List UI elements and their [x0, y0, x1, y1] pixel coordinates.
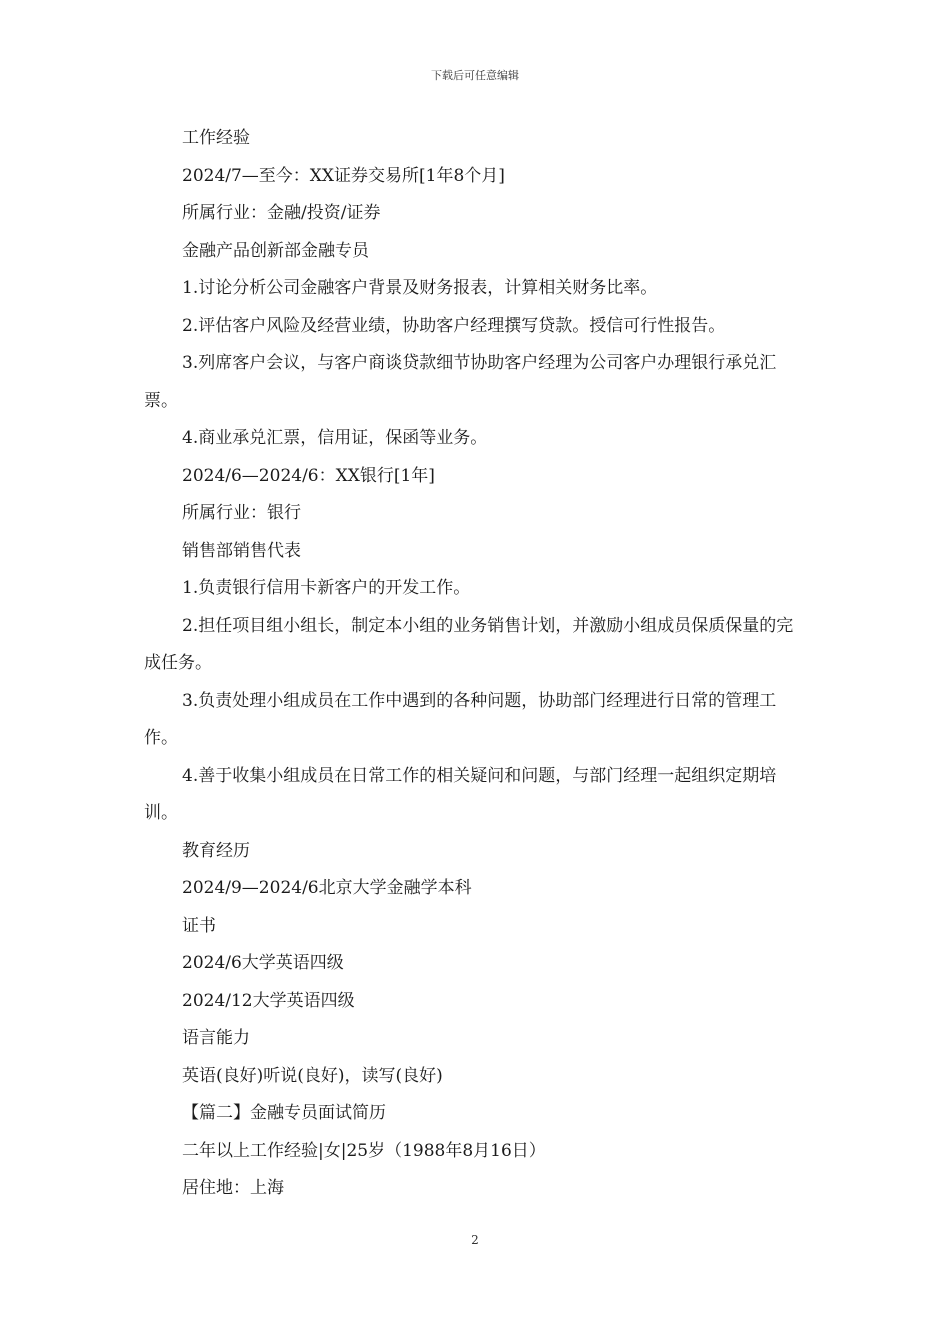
- job-duty-1-4: 4.商业承兑汇票，信用证，保函等业务。: [182, 428, 488, 448]
- section-heading-language: 语言能力: [182, 1028, 250, 1048]
- job-title-1: 金融产品创新部金融专员: [182, 240, 369, 261]
- language-entry: 英语(良好)听说(良好)，读写(良好): [182, 1065, 443, 1086]
- certificate-entry-1: 2024/6大学英语四级: [182, 953, 344, 973]
- job-duty-1-3: 3.列席客户会议，与客户商谈贷款细节协助客户经理为公司客户办理银行承兑汇票。: [144, 353, 777, 411]
- job-duty-2-1: 1.负责银行信用卡新客户的开发工作。: [182, 578, 471, 598]
- section-heading-certificates: 证书: [182, 915, 216, 936]
- page-number: 2: [471, 1233, 479, 1247]
- page-header-note: 下载后可任意编辑: [431, 69, 519, 82]
- section-heading-work-experience: 工作经验: [182, 128, 250, 148]
- job-title-2: 销售部销售代表: [182, 540, 301, 561]
- job-duty-2-2: 2.担任项目组小组长，制定本小组的业务销售计划，并激励小组成员保质保量的完成任务。: [144, 615, 794, 673]
- certificate-entry-2: 2024/12大学英语四级: [182, 990, 355, 1011]
- job-duty-2-4: 4.善于收集小组成员在日常工作的相关疑问和问题，与部门经理一起组织定期培训。: [144, 765, 777, 823]
- education-entry: 2024/9—2024/6北京大学金融学本科: [182, 878, 472, 898]
- profile-summary: 二年以上工作经验|女|25岁（1988年8月16日）: [182, 1140, 546, 1161]
- section-heading-education: 教育经历: [182, 840, 250, 861]
- job-period-2: 2024/6—2024/6：XX银行[1年]: [182, 465, 435, 486]
- job-industry-1: 所属行业：金融/投资/证券: [182, 203, 381, 223]
- job-duty-1-2: 2.评估客户风险及经营业绩，协助客户经理撰写贷款。授信可行性报告。: [182, 315, 726, 336]
- job-duty-2-3: 3.负责处理小组成员在工作中遇到的各种问题，协助部门经理进行日常的管理工作。: [144, 690, 777, 748]
- document-body: [144, 120, 808, 1208]
- job-period-1: 2024/7—至今：XX证券交易所[1年8个月]: [182, 165, 505, 186]
- residence: 居住地：上海: [182, 1178, 284, 1198]
- job-duty-1-1: 1.讨论分析公司金融客户背景及财务报表，计算相关财务比率。: [182, 278, 658, 298]
- section-heading-part-two: 【篇二】金融专员面试简历: [182, 1103, 386, 1123]
- job-industry-2: 所属行业：银行: [182, 503, 301, 523]
